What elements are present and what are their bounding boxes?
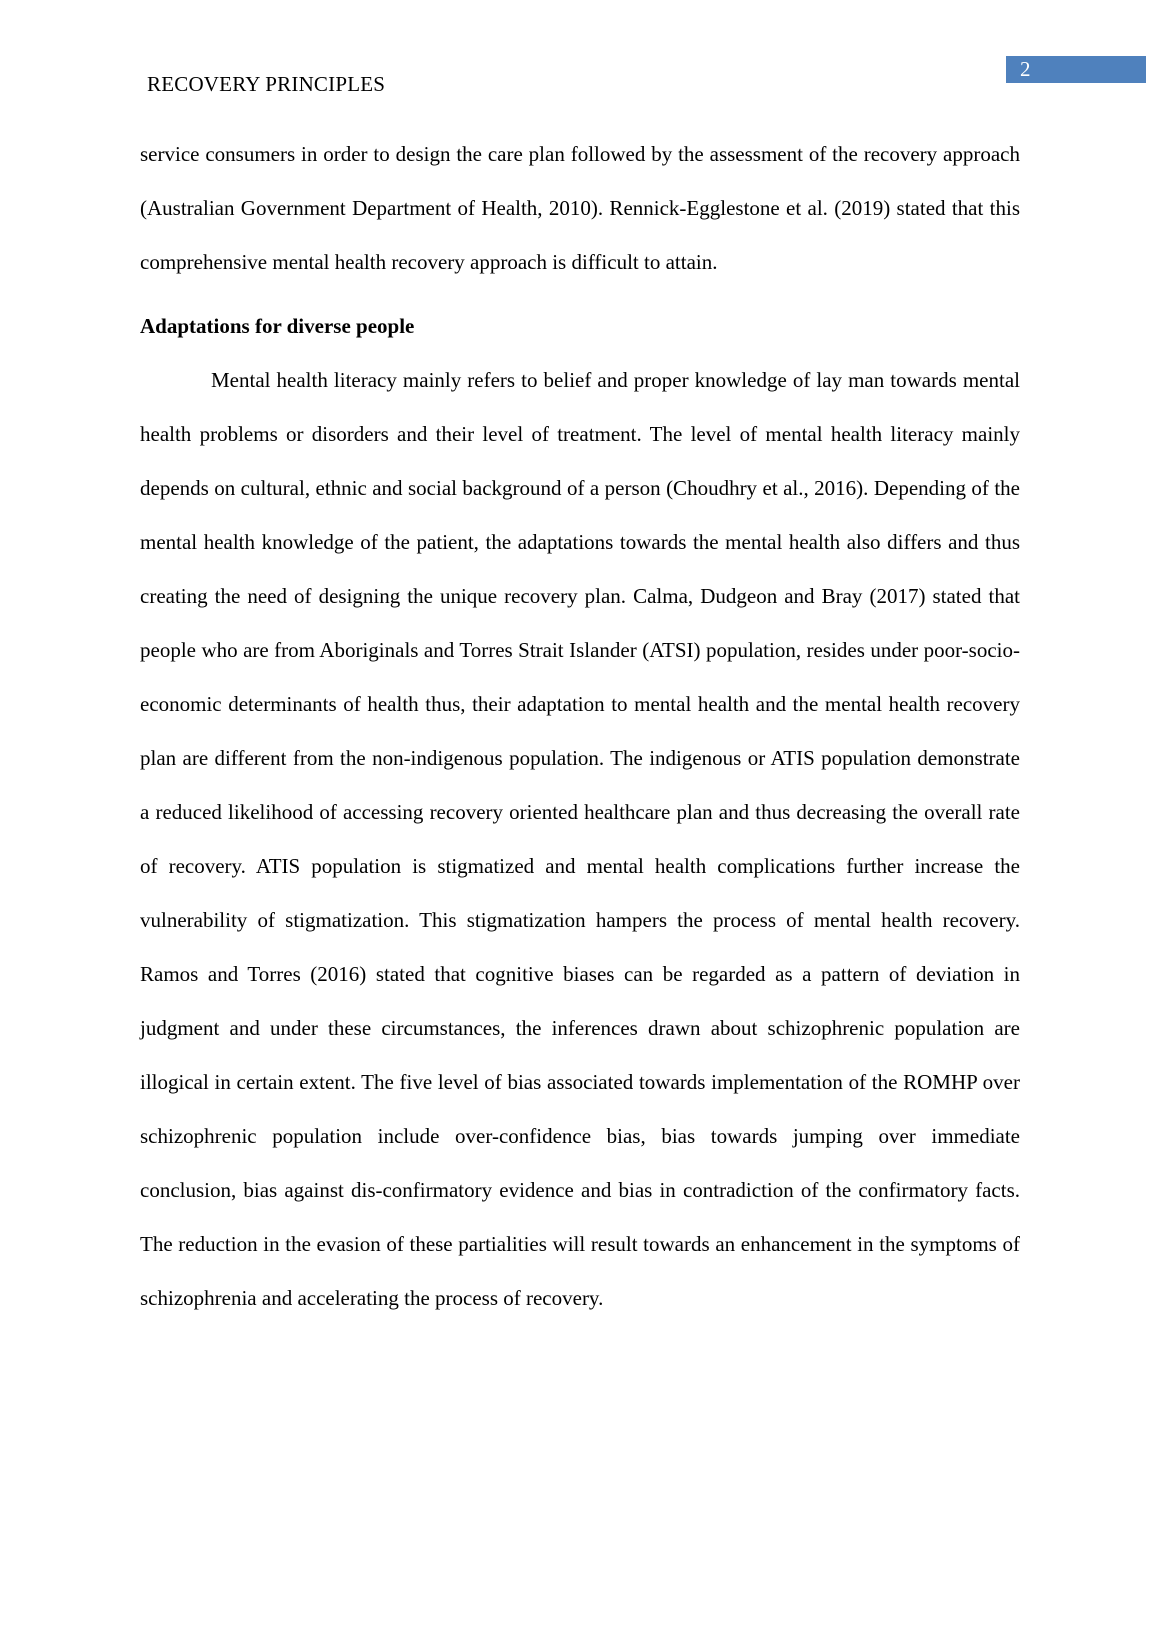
body-paragraph: Mental health literacy mainly refers to belief and proper knowledge of lay man towards mental health problems or disorders and their level of treatment. The level of mental health literacy mainly depends on cultural, ethnic and social background of a person (Choudhry et al., 2016). Depending of the mental health knowledge of the patient, the adaptations towards the mental health also differs and thus creating the need of designing the unique recovery plan. Calma, Dudgeon and Bray (2017) stated that people who are from Aboriginals and Torres Strait Islander (ATSI) population, resides under poor-socio-economic determinants of health thus, their adaptation to mental health and the mental health recovery plan are different from the non-indigenous population. The indigenous or ATIS population demonstrate a reduced likelihood of accessing recovery oriented healthcare plan and thus decreasing the overall rate of recovery. ATIS population is stigmatized and mental health complications further increase the vulnerability of stigmatization. This stigmatization hampers the process of mental health recovery. Ramos and Torres (2016) stated that cognitive biases can be regarded as a pattern of deviation in judgment and under these circumstances, the inferences drawn about schizophrenic population are illogical in certain extent. The five level of bias associated towards implementation of the ROMHP over schizophrenic population include over-confidence bias, bias towards jumping over immediate conclusion, bias against dis-confirmatory evidence and bias in contradiction of the confirmatory facts. The reduction in the evasion of these partialities will result towards an enhancement in the symptoms of schizophrenia and accelerating the process of recovery. — [140, 368, 1020, 1310]
continued-paragraph: service consumers in order to design the care plan followed by the assessment of the recovery approach (Australian Government Department of Health, 2010). Rennick-Egglestone et al. (2019) stated that this comprehensive mental health recovery approach is difficult to attain. — [140, 142, 1020, 274]
section-heading: Adaptations for diverse people — [140, 314, 415, 338]
running-head: RECOVERY PRINCIPLES — [147, 72, 386, 96]
document-body — [140, 127, 1020, 1325]
page-number: 2 — [1006, 56, 1146, 83]
